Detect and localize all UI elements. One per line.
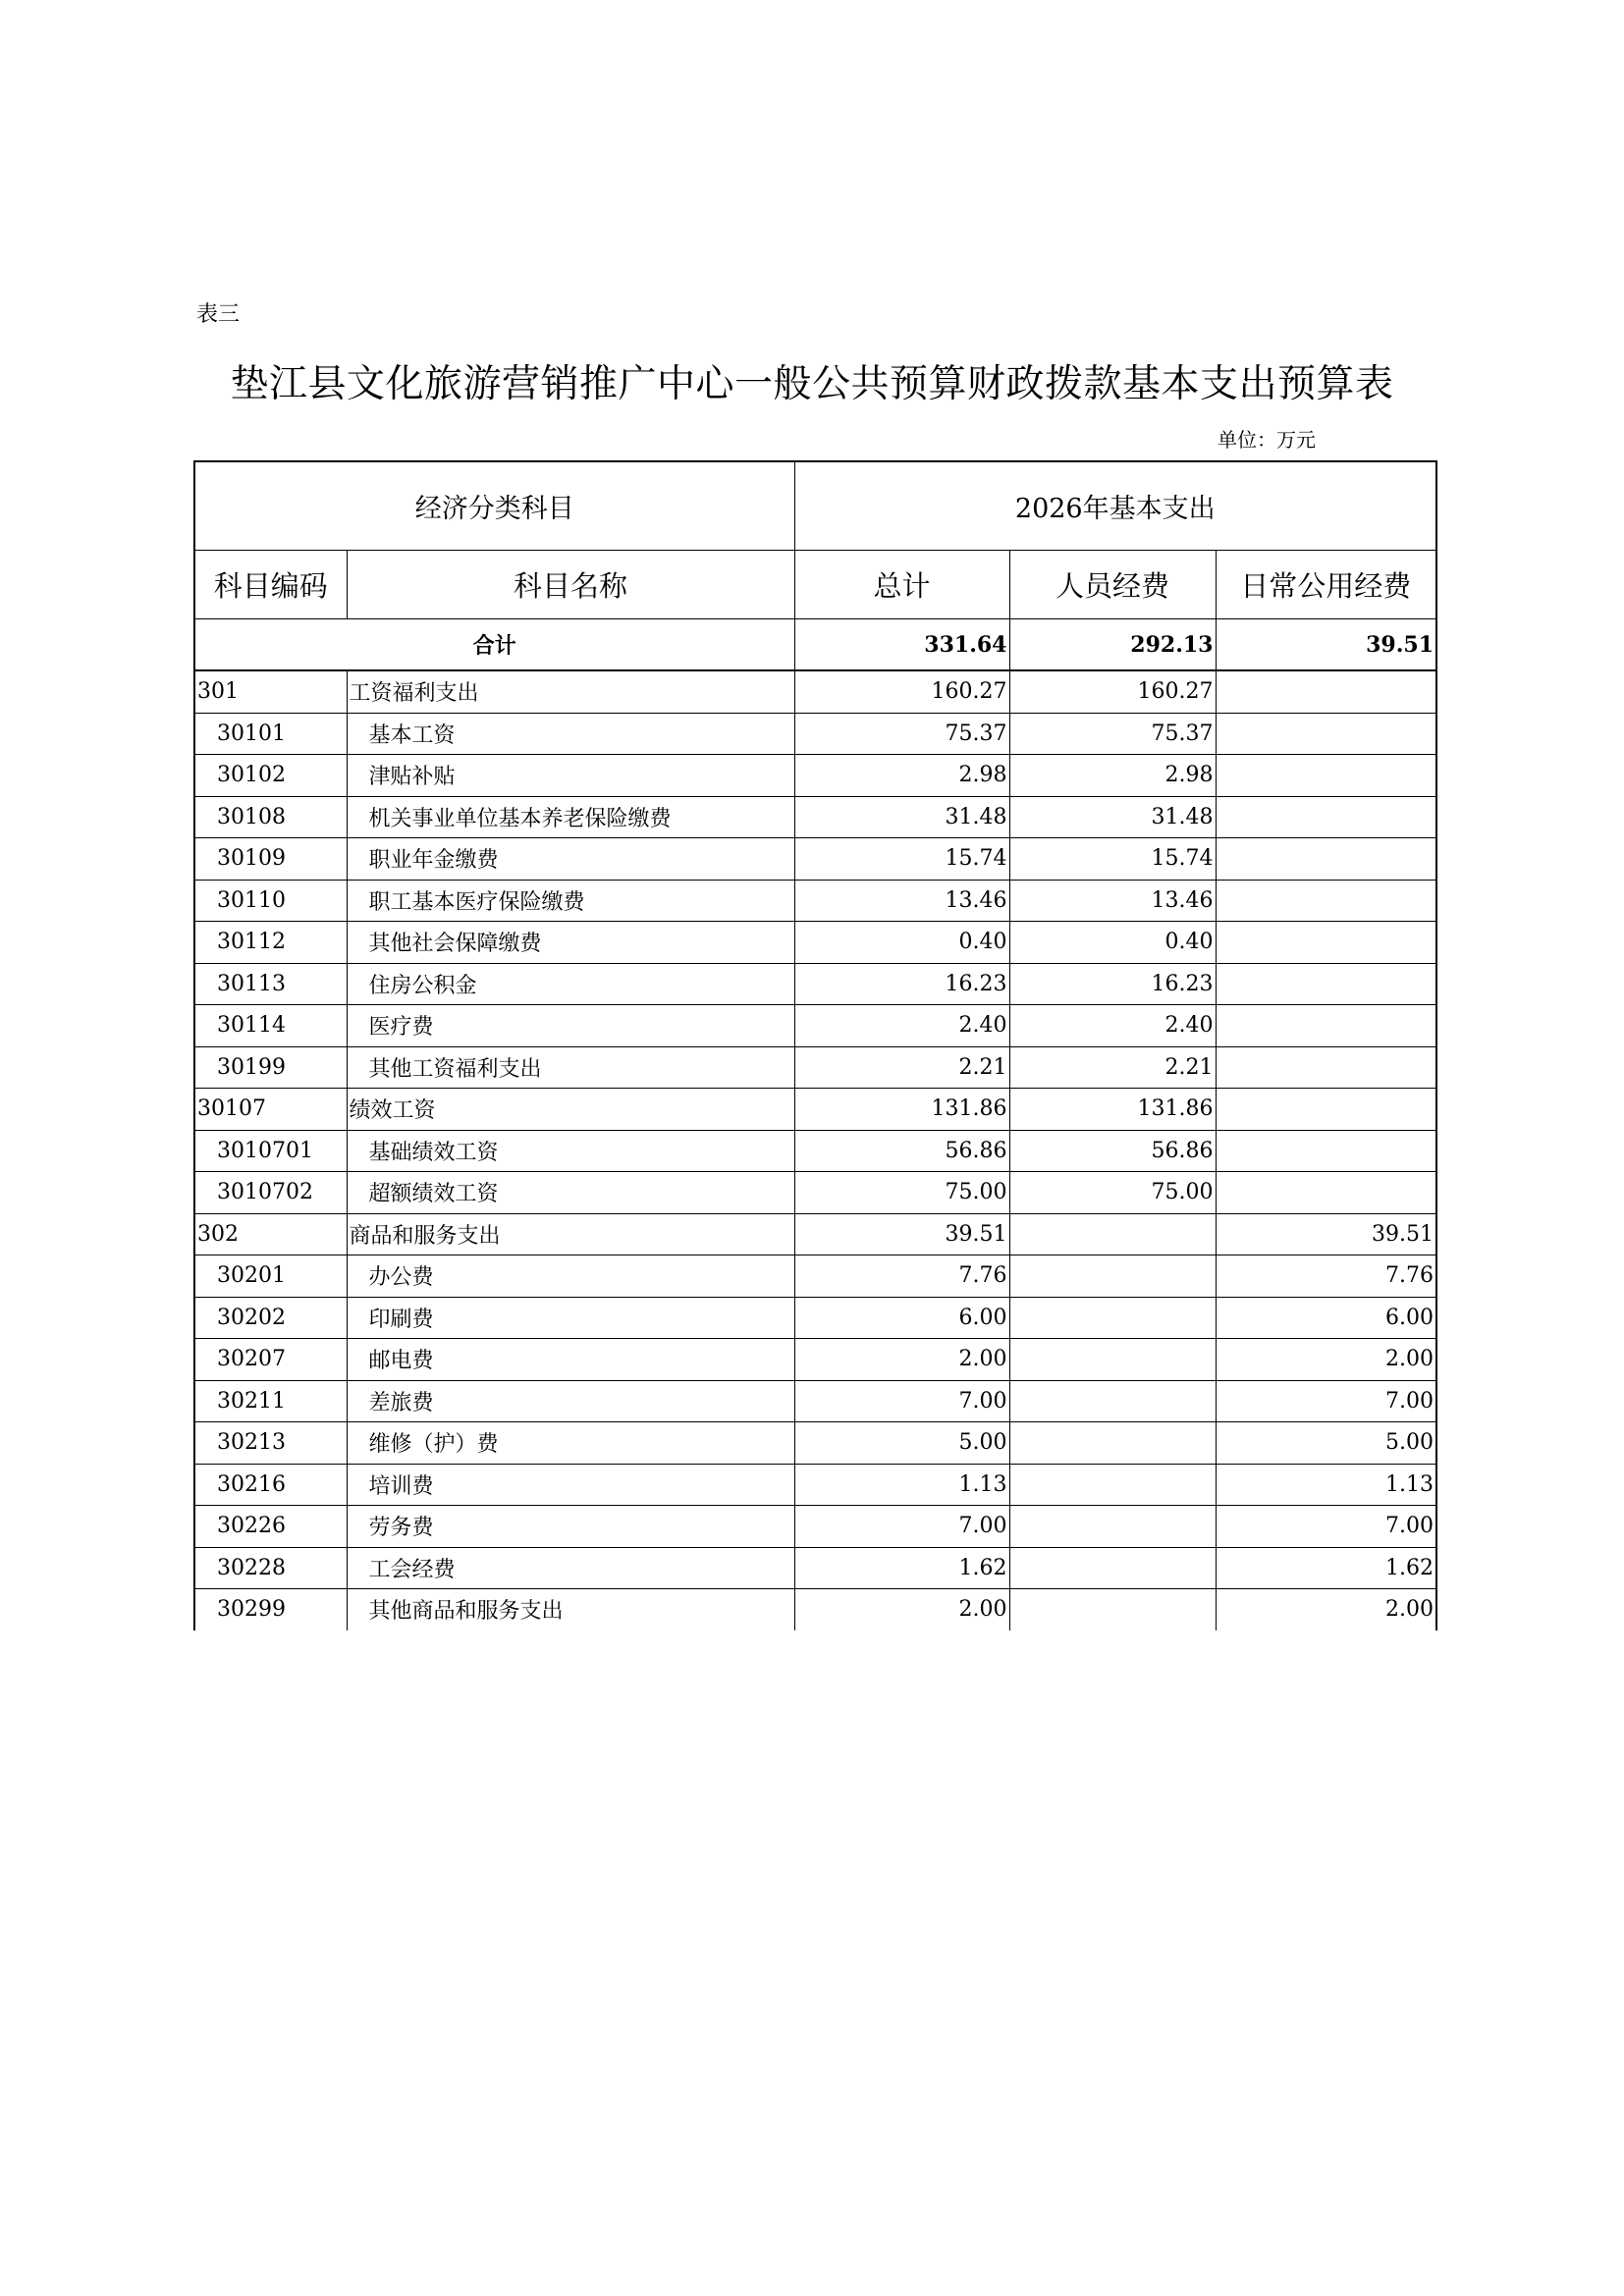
total-cell: 16.23 xyxy=(794,963,1009,1005)
public-cell: 2.00 xyxy=(1216,1339,1436,1381)
total-cell: 75.37 xyxy=(794,713,1009,755)
public-cell xyxy=(1216,1005,1436,1047)
subject-code-cell: 30207 xyxy=(194,1339,347,1381)
table-row xyxy=(194,1255,1436,1298)
public-cell: 7.76 xyxy=(1216,1255,1436,1298)
total-personnel: 292.13 xyxy=(1009,619,1216,671)
subject-name-cell: 差旅费 xyxy=(347,1380,794,1422)
personnel-cell: 0.40 xyxy=(1009,922,1216,964)
total-cell: 39.51 xyxy=(794,1213,1009,1255)
total-cell: 2.98 xyxy=(794,755,1009,797)
subject-name-cell: 基本工资 xyxy=(347,713,794,755)
total-cell: 0.40 xyxy=(794,922,1009,964)
subject-name-cell: 维修（护）费 xyxy=(347,1422,794,1465)
subject-name-cell: 津贴补贴 xyxy=(347,755,794,797)
budget-table xyxy=(193,460,1437,1630)
total-cell: 75.00 xyxy=(794,1172,1009,1214)
subject-code-cell: 30108 xyxy=(194,796,347,838)
public-cell: 5.00 xyxy=(1216,1422,1436,1465)
table-row xyxy=(194,963,1436,1005)
personnel-cell xyxy=(1009,1339,1216,1381)
total-cell: 31.48 xyxy=(794,796,1009,838)
total-cell: 1.13 xyxy=(794,1464,1009,1506)
table-row xyxy=(194,1422,1436,1465)
table-row xyxy=(194,880,1436,922)
subject-name-cell: 工会经费 xyxy=(347,1547,794,1589)
total-cell: 1.62 xyxy=(794,1547,1009,1589)
table-row xyxy=(194,1089,1436,1131)
subject-code-cell: 30226 xyxy=(194,1506,347,1548)
subject-name-cell: 其他工资福利支出 xyxy=(347,1046,794,1089)
table-row xyxy=(194,1589,1436,1630)
subject-name-cell: 住房公积金 xyxy=(347,963,794,1005)
subject-code-cell: 30101 xyxy=(194,713,347,755)
table-row xyxy=(194,796,1436,838)
header-total: 总计 xyxy=(794,551,1009,619)
public-cell: 7.00 xyxy=(1216,1380,1436,1422)
public-cell xyxy=(1216,1172,1436,1214)
public-cell xyxy=(1216,1046,1436,1089)
subject-code-cell: 30216 xyxy=(194,1464,347,1506)
public-cell xyxy=(1216,755,1436,797)
public-cell: 7.00 xyxy=(1216,1506,1436,1548)
public-cell xyxy=(1216,963,1436,1005)
table-row xyxy=(194,1046,1436,1089)
header-basic-expenditure-2026: 2026年基本支出 xyxy=(794,461,1436,551)
personnel-cell xyxy=(1009,1297,1216,1339)
public-cell: 39.51 xyxy=(1216,1213,1436,1255)
personnel-cell: 31.48 xyxy=(1009,796,1216,838)
subject-code-cell: 30199 xyxy=(194,1046,347,1089)
table-row xyxy=(194,1005,1436,1047)
personnel-cell xyxy=(1009,1422,1216,1465)
personnel-cell xyxy=(1009,1380,1216,1422)
table-row xyxy=(194,1297,1436,1339)
total-cell: 2.40 xyxy=(794,1005,1009,1047)
personnel-cell: 160.27 xyxy=(1009,670,1216,713)
subject-code-cell: 302 xyxy=(194,1213,347,1255)
subject-name-cell: 医疗费 xyxy=(347,1005,794,1047)
personnel-cell: 2.98 xyxy=(1009,755,1216,797)
subject-code-cell: 3010702 xyxy=(194,1172,347,1214)
personnel-cell xyxy=(1009,1547,1216,1589)
table-row xyxy=(194,1464,1436,1506)
subject-name-cell: 职工基本医疗保险缴费 xyxy=(347,880,794,922)
subject-code-cell: 30113 xyxy=(194,963,347,1005)
subject-code-cell: 30201 xyxy=(194,1255,347,1298)
personnel-cell: 75.37 xyxy=(1009,713,1216,755)
personnel-cell xyxy=(1009,1464,1216,1506)
table-row xyxy=(194,1380,1436,1422)
total-cell: 6.00 xyxy=(794,1297,1009,1339)
total-cell: 160.27 xyxy=(794,670,1009,713)
subject-name-cell: 超额绩效工资 xyxy=(347,1172,794,1214)
personnel-cell xyxy=(1009,1255,1216,1298)
subject-code-cell: 30112 xyxy=(194,922,347,964)
personnel-cell xyxy=(1009,1506,1216,1548)
personnel-cell: 15.74 xyxy=(1009,838,1216,881)
total-cell: 2.00 xyxy=(794,1589,1009,1630)
public-cell xyxy=(1216,1130,1436,1172)
subject-name-cell: 培训费 xyxy=(347,1464,794,1506)
header-personnel-expense: 人员经费 xyxy=(1009,551,1216,619)
table-row xyxy=(194,1130,1436,1172)
subject-name-cell: 办公费 xyxy=(347,1255,794,1298)
subject-code-cell: 30213 xyxy=(194,1422,347,1465)
table-row xyxy=(194,1213,1436,1255)
table-row xyxy=(194,670,1436,713)
table-row xyxy=(194,1506,1436,1548)
total-public: 39.51 xyxy=(1216,619,1436,671)
table-row xyxy=(194,755,1436,797)
header-subject-code: 科目编码 xyxy=(194,551,347,619)
subject-name-cell: 机关事业单位基本养老保险缴费 xyxy=(347,796,794,838)
header-subject-name: 科目名称 xyxy=(347,551,794,619)
table-row xyxy=(194,713,1436,755)
subject-name-cell: 绩效工资 xyxy=(347,1089,794,1131)
public-cell: 1.62 xyxy=(1216,1547,1436,1589)
document-title: 垫江县文化旅游营销推广中心一般公共预算财政拨款基本支出预算表 xyxy=(230,362,1394,406)
table-row xyxy=(194,922,1436,964)
public-cell xyxy=(1216,880,1436,922)
total-cell: 13.46 xyxy=(794,880,1009,922)
table-row xyxy=(194,838,1436,881)
subject-name-cell: 职业年金缴费 xyxy=(347,838,794,881)
table-row xyxy=(194,1547,1436,1589)
table-number-label: 表三 xyxy=(196,302,241,327)
subject-code-cell: 301 xyxy=(194,670,347,713)
personnel-cell: 131.86 xyxy=(1009,1089,1216,1131)
table-row xyxy=(194,1339,1436,1381)
total-cell: 131.86 xyxy=(794,1089,1009,1131)
total-sum: 331.64 xyxy=(794,619,1009,671)
subject-code-cell: 30102 xyxy=(194,755,347,797)
public-cell xyxy=(1216,838,1436,881)
public-cell xyxy=(1216,713,1436,755)
total-cell: 2.00 xyxy=(794,1339,1009,1381)
personnel-cell: 75.00 xyxy=(1009,1172,1216,1214)
public-cell: 6.00 xyxy=(1216,1297,1436,1339)
subject-code-cell: 3010701 xyxy=(194,1130,347,1172)
personnel-cell: 2.21 xyxy=(1009,1046,1216,1089)
personnel-cell xyxy=(1009,1589,1216,1630)
header-economic-classification: 经济分类科目 xyxy=(194,461,794,551)
subject-name-cell: 劳务费 xyxy=(347,1506,794,1548)
subject-code-cell: 30109 xyxy=(194,838,347,881)
header-column-row xyxy=(194,551,1436,619)
total-label: 合计 xyxy=(194,619,794,671)
header-group-row xyxy=(194,461,1436,551)
total-row xyxy=(194,619,1436,671)
total-cell: 7.00 xyxy=(794,1506,1009,1548)
subject-code-cell: 30110 xyxy=(194,880,347,922)
subject-code-cell: 30228 xyxy=(194,1547,347,1589)
subject-name-cell: 印刷费 xyxy=(347,1297,794,1339)
total-cell: 7.00 xyxy=(794,1380,1009,1422)
total-cell: 15.74 xyxy=(794,838,1009,881)
header-public-expense: 日常公用经费 xyxy=(1216,551,1436,619)
public-cell: 2.00 xyxy=(1216,1589,1436,1630)
public-cell xyxy=(1216,796,1436,838)
subject-code-cell: 30299 xyxy=(194,1589,347,1630)
table-row xyxy=(194,1172,1436,1214)
total-cell: 7.76 xyxy=(794,1255,1009,1298)
total-cell: 5.00 xyxy=(794,1422,1009,1465)
subject-name-cell: 基础绩效工资 xyxy=(347,1130,794,1172)
subject-name-cell: 其他社会保障缴费 xyxy=(347,922,794,964)
public-cell xyxy=(1216,670,1436,713)
subject-name-cell: 商品和服务支出 xyxy=(347,1213,794,1255)
subject-code-cell: 30107 xyxy=(194,1089,347,1131)
public-cell xyxy=(1216,1089,1436,1131)
subject-code-cell: 30211 xyxy=(194,1380,347,1422)
total-cell: 2.21 xyxy=(794,1046,1009,1089)
subject-name-cell: 邮电费 xyxy=(347,1339,794,1381)
subject-code-cell: 30202 xyxy=(194,1297,347,1339)
public-cell: 1.13 xyxy=(1216,1464,1436,1506)
personnel-cell xyxy=(1009,1213,1216,1255)
personnel-cell: 2.40 xyxy=(1009,1005,1216,1047)
subject-name-cell: 其他商品和服务支出 xyxy=(347,1589,794,1630)
total-cell: 56.86 xyxy=(794,1130,1009,1172)
personnel-cell: 56.86 xyxy=(1009,1130,1216,1172)
subject-code-cell: 30114 xyxy=(194,1005,347,1047)
subject-name-cell: 工资福利支出 xyxy=(347,670,794,713)
public-cell xyxy=(1216,922,1436,964)
personnel-cell: 13.46 xyxy=(1009,880,1216,922)
unit-label: 单位：万元 xyxy=(1218,428,1316,452)
personnel-cell: 16.23 xyxy=(1009,963,1216,1005)
